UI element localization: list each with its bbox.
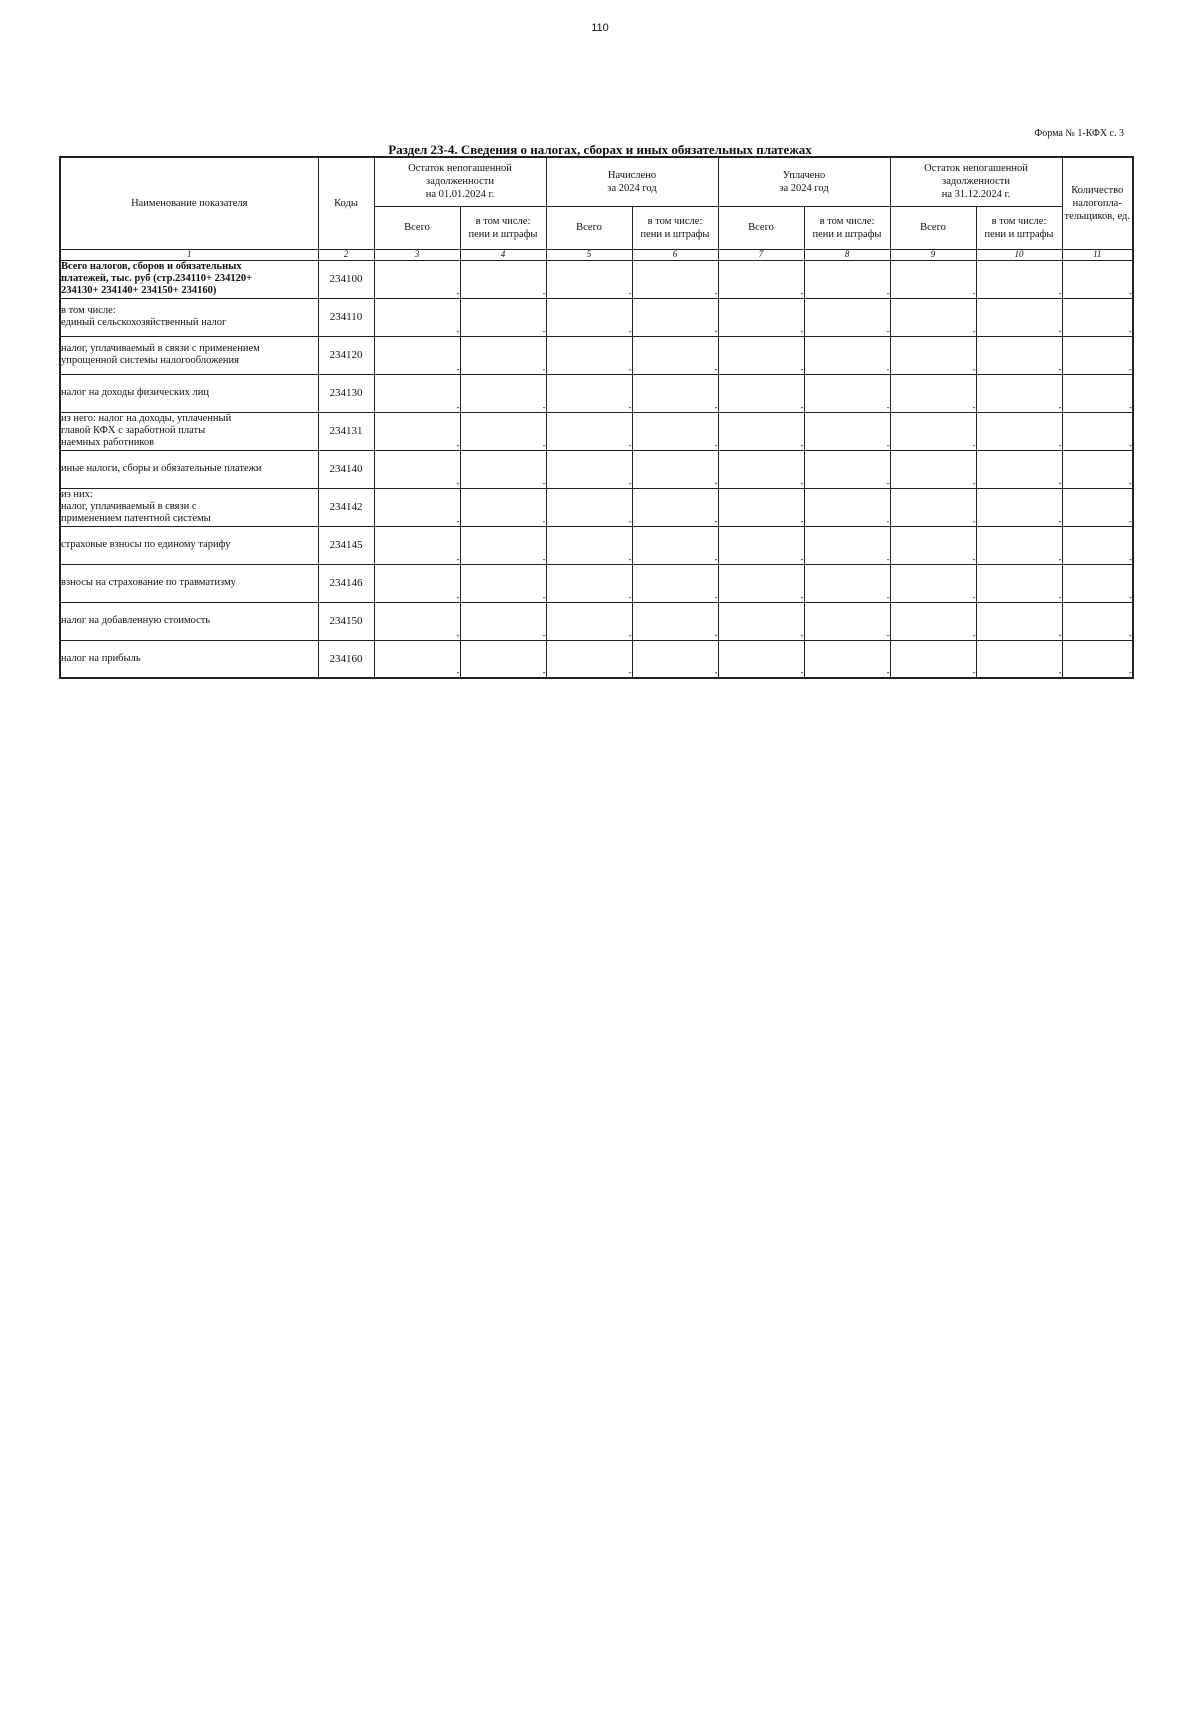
- value-cell[interactable]: -: [460, 260, 546, 298]
- column-number: 7: [718, 249, 804, 260]
- row-label-line: налог, уплачиваемый в связи с применением: [61, 343, 260, 354]
- row-label-line: наемных работников: [61, 437, 155, 448]
- table-row: [60, 374, 1133, 412]
- value-cell[interactable]: -: [890, 450, 976, 488]
- row-code: 234131: [318, 412, 374, 450]
- column-numbers-row: [60, 249, 1133, 260]
- value-cell[interactable]: -: [976, 488, 1062, 526]
- value-cell[interactable]: -: [718, 298, 804, 336]
- value-cell[interactable]: -: [460, 450, 546, 488]
- value-cell[interactable]: -: [632, 336, 718, 374]
- value-cell[interactable]: -: [632, 450, 718, 488]
- value-cell[interactable]: -: [1062, 450, 1133, 488]
- header-accrued-line2: за 2024 год: [607, 182, 657, 194]
- value-cell[interactable]: -: [890, 412, 976, 450]
- row-label-line: в том числе:: [61, 305, 116, 316]
- value-cell[interactable]: -: [890, 526, 976, 564]
- value-cell[interactable]: -: [804, 640, 890, 678]
- value-cell[interactable]: -: [546, 298, 632, 336]
- header-accrued: [546, 157, 718, 206]
- column-number: 3: [374, 249, 460, 260]
- column-number: 2: [318, 249, 374, 260]
- header-paid-line1: Уплачено: [782, 169, 826, 181]
- column-number: 5: [546, 249, 632, 260]
- row-code: 234100: [318, 260, 374, 298]
- value-cell[interactable]: -: [718, 412, 804, 450]
- header-balance-start-line1: Остаток непогашенной: [408, 163, 512, 175]
- value-cell[interactable]: -: [546, 640, 632, 678]
- value-cell[interactable]: -: [374, 488, 460, 526]
- value-cell[interactable]: -: [890, 260, 976, 298]
- table-row: [60, 450, 1133, 488]
- row-label-line: страховые взносы по единому тарифу: [61, 539, 231, 550]
- column-number: 8: [804, 249, 890, 260]
- header-accrued-line1: Начислено: [607, 169, 657, 181]
- value-cell[interactable]: -: [718, 602, 804, 640]
- page-number: 110: [591, 22, 609, 34]
- value-cell[interactable]: -: [718, 564, 804, 602]
- subheader-penalties-line1: в том числе:: [475, 215, 531, 227]
- value-cell[interactable]: -: [976, 374, 1062, 412]
- value-cell[interactable]: -: [632, 374, 718, 412]
- value-cell[interactable]: -: [546, 564, 632, 602]
- subheader-penalties-line1: в том числе:: [819, 215, 875, 227]
- value-cell[interactable]: -: [718, 336, 804, 374]
- table-row: [60, 526, 1133, 564]
- row-label-line: упрощенной системы налогообложения: [61, 355, 239, 366]
- value-cell[interactable]: -: [976, 412, 1062, 450]
- table-row: [60, 488, 1133, 526]
- row-label-line: иные налоги, сборы и обязательные платежи: [61, 463, 262, 474]
- column-number: 9: [890, 249, 976, 260]
- row-label: [60, 298, 318, 336]
- value-cell[interactable]: -: [546, 336, 632, 374]
- row-label-line: платежей, тыс. руб (стр.234110+ 234120+: [61, 273, 253, 284]
- row-code: 234140: [318, 450, 374, 488]
- row-label: [60, 450, 318, 488]
- value-cell[interactable]: -: [460, 412, 546, 450]
- value-cell[interactable]: -: [804, 412, 890, 450]
- column-number: 11: [1062, 249, 1133, 260]
- value-cell[interactable]: -: [632, 412, 718, 450]
- row-label: [60, 374, 318, 412]
- value-cell[interactable]: -: [718, 526, 804, 564]
- row-label-line: налог на добавленную стоимость: [61, 615, 211, 626]
- value-cell[interactable]: -: [804, 260, 890, 298]
- header-balance-start-line3: на 01.01.2024 г.: [425, 189, 495, 201]
- value-cell[interactable]: -: [374, 602, 460, 640]
- value-cell[interactable]: -: [460, 374, 546, 412]
- row-label-line: налог на прибыль: [61, 652, 141, 664]
- value-cell[interactable]: -: [632, 564, 718, 602]
- value-cell[interactable]: -: [890, 298, 976, 336]
- value-cell[interactable]: -: [546, 602, 632, 640]
- value-cell[interactable]: -: [460, 564, 546, 602]
- value-cell[interactable]: -: [976, 526, 1062, 564]
- row-label-line: взносы на страхование по травматизму: [61, 577, 236, 588]
- value-cell[interactable]: -: [804, 298, 890, 336]
- header-paid-line2: за 2024 год: [779, 182, 829, 194]
- row-label-line: единый сельскохозяйственный налог: [61, 317, 227, 328]
- value-cell[interactable]: -: [804, 526, 890, 564]
- value-cell[interactable]: -: [632, 526, 718, 564]
- row-label: [60, 488, 318, 526]
- form-label: Форма № 1-КФХ с. 3: [1034, 128, 1124, 139]
- value-cell[interactable]: -: [374, 564, 460, 602]
- value-cell[interactable]: -: [1062, 488, 1133, 526]
- value-cell[interactable]: -: [632, 640, 718, 678]
- table-body: [60, 260, 1133, 678]
- subheader-total: Всего: [374, 206, 460, 249]
- table-row: [60, 412, 1133, 450]
- value-cell[interactable]: -: [890, 336, 976, 374]
- row-label: [60, 640, 318, 678]
- value-cell[interactable]: -: [1062, 336, 1133, 374]
- value-cell[interactable]: -: [632, 488, 718, 526]
- value-cell[interactable]: -: [632, 602, 718, 640]
- header-codes: Коды: [318, 157, 374, 249]
- value-cell[interactable]: -: [546, 374, 632, 412]
- value-cell[interactable]: -: [460, 488, 546, 526]
- table-row: [60, 564, 1133, 602]
- subheader-total: Всего: [546, 206, 632, 249]
- value-cell[interactable]: -: [804, 602, 890, 640]
- value-cell[interactable]: -: [546, 412, 632, 450]
- value-cell[interactable]: -: [460, 526, 546, 564]
- value-cell[interactable]: -: [1062, 412, 1133, 450]
- row-label-line: налог, уплачиваемый в связи с: [61, 501, 197, 512]
- value-cell[interactable]: -: [374, 412, 460, 450]
- row-label-line: применением патентной системы: [61, 513, 211, 524]
- table-row: [60, 298, 1133, 336]
- subheader-penalties: [460, 206, 546, 249]
- value-cell[interactable]: -: [804, 564, 890, 602]
- value-cell[interactable]: -: [890, 602, 976, 640]
- row-code: 234146: [318, 564, 374, 602]
- row-label: [60, 336, 318, 374]
- value-cell[interactable]: -: [976, 336, 1062, 374]
- value-cell[interactable]: -: [976, 260, 1062, 298]
- value-cell[interactable]: -: [1062, 526, 1133, 564]
- subheader-total: Всего: [718, 206, 804, 249]
- subheader-penalties: [804, 206, 890, 249]
- value-cell[interactable]: -: [718, 374, 804, 412]
- row-label: [60, 564, 318, 602]
- header-name: Наименование показателя: [60, 157, 318, 249]
- value-cell[interactable]: -: [374, 260, 460, 298]
- value-cell[interactable]: -: [804, 336, 890, 374]
- value-cell[interactable]: -: [718, 488, 804, 526]
- value-cell[interactable]: -: [546, 260, 632, 298]
- subheader-penalties-line2: пени и штрафы: [812, 228, 882, 240]
- row-label-line: 234130+ 234140+ 234150+ 234160): [61, 285, 217, 296]
- header-balance-end: [890, 157, 1062, 206]
- header-balance-start-line2: задолженности: [426, 176, 494, 188]
- value-cell[interactable]: -: [890, 564, 976, 602]
- value-cell[interactable]: -: [718, 450, 804, 488]
- value-cell[interactable]: -: [546, 488, 632, 526]
- row-code: 234142: [318, 488, 374, 526]
- subheader-penalties-line2: пени и штрафы: [984, 228, 1054, 240]
- value-cell[interactable]: -: [460, 640, 546, 678]
- value-cell[interactable]: -: [804, 374, 890, 412]
- row-label: [60, 260, 318, 298]
- value-cell[interactable]: -: [460, 602, 546, 640]
- value-cell[interactable]: -: [890, 488, 976, 526]
- header-balance-end-line3: на 31.12.2024 г.: [941, 189, 1011, 201]
- row-label-line: главой КФХ с заработной платы: [61, 425, 206, 436]
- value-cell[interactable]: -: [546, 450, 632, 488]
- row-label-line: из него: налог на доходы, уплаченный: [61, 413, 232, 424]
- row-code: 234145: [318, 526, 374, 564]
- column-number: 10: [976, 249, 1062, 260]
- value-cell[interactable]: -: [374, 336, 460, 374]
- subheader-penalties-line2: пени и штрафы: [468, 228, 538, 240]
- row-label: [60, 602, 318, 640]
- row-label: [60, 412, 318, 450]
- table-row: [60, 336, 1133, 374]
- value-cell[interactable]: -: [804, 450, 890, 488]
- subheader-penalties: [976, 206, 1062, 249]
- value-cell[interactable]: -: [546, 526, 632, 564]
- value-cell[interactable]: -: [632, 260, 718, 298]
- value-cell[interactable]: -: [460, 336, 546, 374]
- value-cell[interactable]: -: [976, 564, 1062, 602]
- row-code: 234150: [318, 602, 374, 640]
- subheader-penalties: [632, 206, 718, 249]
- row-label-line: из них:: [61, 489, 93, 500]
- value-cell[interactable]: -: [374, 640, 460, 678]
- subheader-penalties-line2: пени и штрафы: [640, 228, 710, 240]
- table-row: [60, 260, 1133, 298]
- row-label-line: налог на доходы физических лиц: [61, 387, 209, 398]
- header-taxpayer-count: Количество налогопла-тельщиков, ед.: [1062, 157, 1133, 249]
- value-cell[interactable]: -: [374, 298, 460, 336]
- header-balance-start: [374, 157, 546, 206]
- tax-table: [59, 156, 1134, 679]
- value-cell[interactable]: -: [632, 298, 718, 336]
- value-cell[interactable]: -: [1062, 602, 1133, 640]
- header-paid: [718, 157, 890, 206]
- value-cell[interactable]: -: [890, 374, 976, 412]
- column-number: 1: [60, 249, 318, 260]
- value-cell[interactable]: -: [1062, 298, 1133, 336]
- value-cell[interactable]: -: [976, 602, 1062, 640]
- row-code: 234110: [318, 298, 374, 336]
- row-code: 234120: [318, 336, 374, 374]
- value-cell[interactable]: -: [718, 640, 804, 678]
- row-label: [60, 526, 318, 564]
- value-cell[interactable]: -: [976, 640, 1062, 678]
- value-cell[interactable]: -: [804, 488, 890, 526]
- value-cell[interactable]: -: [1062, 374, 1133, 412]
- column-number: 4: [460, 249, 546, 260]
- value-cell[interactable]: -: [374, 450, 460, 488]
- row-code: 234130: [318, 374, 374, 412]
- subheader-total: Всего: [890, 206, 976, 249]
- header-balance-end-line2: задолженности: [942, 176, 1010, 188]
- table-row: [60, 640, 1133, 678]
- value-cell[interactable]: -: [374, 374, 460, 412]
- value-cell[interactable]: -: [976, 450, 1062, 488]
- value-cell[interactable]: -: [374, 526, 460, 564]
- value-cell[interactable]: -: [976, 298, 1062, 336]
- row-code: 234160: [318, 640, 374, 678]
- column-number: 6: [632, 249, 718, 260]
- value-cell[interactable]: -: [460, 298, 546, 336]
- subheader-penalties-line1: в том числе:: [647, 215, 703, 227]
- value-cell[interactable]: -: [890, 640, 976, 678]
- value-cell[interactable]: -: [1062, 640, 1133, 678]
- section-title: Раздел 23-4. Сведения о налогах, сборах и иных обязательных платежах: [388, 142, 812, 157]
- header-balance-end-line1: Остаток непогашенной: [924, 163, 1028, 175]
- value-cell[interactable]: -: [718, 260, 804, 298]
- subheader-penalties-line1: в том числе:: [991, 215, 1047, 227]
- table-row: [60, 602, 1133, 640]
- value-cell[interactable]: -: [1062, 260, 1133, 298]
- row-label-line: Всего налогов, сборов и обязательных: [61, 261, 242, 272]
- value-cell[interactable]: -: [1062, 564, 1133, 602]
